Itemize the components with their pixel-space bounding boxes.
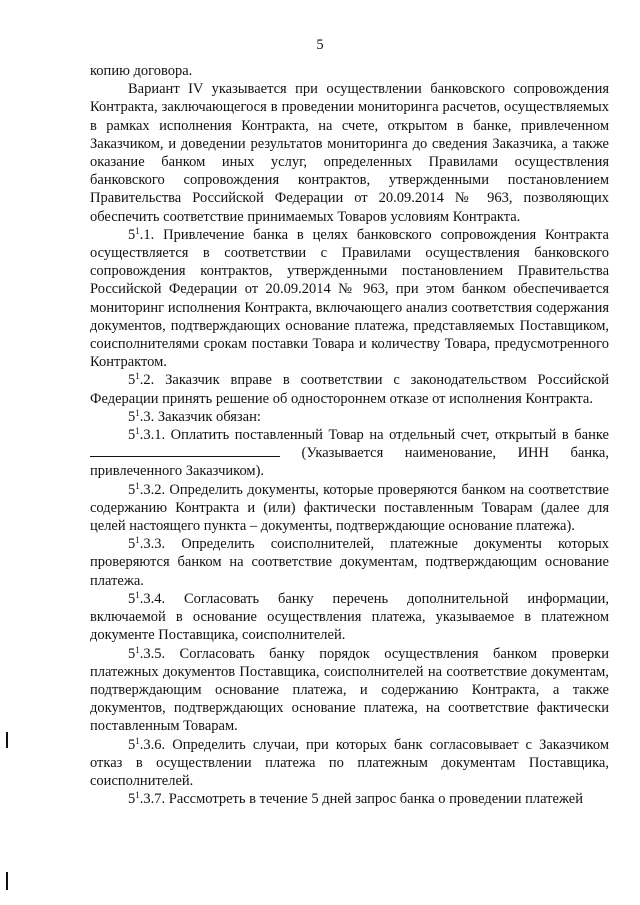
clause-5-1-3	[90, 408, 609, 426]
clause-text-continuation: (Указывается наименование, ИНН банка, привлеченного Заказчиком).	[90, 445, 609, 480]
clause-number: 5	[128, 226, 136, 243]
page-number: 5	[316, 37, 324, 53]
clause-text: .3. Заказчик обязан:	[139, 408, 261, 425]
clause-5-1-3-4	[90, 590, 609, 645]
clause-text: .2. Заказчик вправе в соответствии с законодательством Российской Федерации принять решение об одностороннем отказе от исполнения Контракта.	[90, 372, 609, 407]
clause-text: .3.5. Согласовать банку порядок осуществления банком проверки платежных документов Поставщика, соисполнителей на соответствие документам, подтверждающим основание платежа, и содержанию Контракта, а также документов, подтверждающих основание платежа, на соответствие фактически поставленным Товарам.	[90, 645, 609, 735]
clause-text: .3.2. Определить документы, которые проверяются банком на соответствие содержанию Контракта и (или) фактически поставленным Товарам (далее для целей настоящего пункта – документы, подтверждающие основание платежа).	[90, 481, 609, 535]
clause-superscript: 1	[135, 371, 140, 382]
clause-text: .3.4. Согласовать банку перечень дополнительной информации, включаемой в основание осуществления платежа, указываемое в платежном документе Поставщика, соисполнителей.	[90, 590, 609, 644]
clause-5-1-3-1	[90, 426, 609, 481]
clause-5-1-3-7	[90, 790, 609, 808]
clause-superscript: 1	[135, 790, 140, 801]
clause-5-1-3-3	[90, 535, 609, 590]
clause-number: 5	[128, 645, 136, 662]
clause-5-1-3-2	[90, 481, 609, 536]
clause-text: .3.7. Рассмотреть в течение 5 дней запрос банка о проведении платежей	[139, 791, 583, 808]
clause-text: .3.1. Оплатить поставленный Товар на отдельный счет, открытый в банке	[139, 427, 609, 444]
scan-margin-mark	[6, 732, 8, 748]
scan-margin-mark	[6, 872, 8, 890]
clause-number: 5	[128, 372, 136, 389]
clause-superscript: 1	[135, 589, 140, 600]
clause-superscript: 1	[135, 535, 140, 546]
clause-5-1-3-5	[90, 645, 609, 736]
clause-number: 5	[128, 536, 136, 553]
paragraph-continuation: копию договора.	[90, 63, 193, 79]
clause-number: 5	[128, 427, 136, 444]
clause-superscript: 1	[135, 644, 140, 655]
clause-text: .1. Привлечение банка в целях банковского сопровождения Контракта осуществляется в соответствии с Правилами осуществления банковского сопровождения контрактов, утвержденными постановлением Правительства Российской Федерации от 20.09.2014 № 963, при этом банком обеспечивается мониторинг исполнения Контракта, включающего анализ соответствия содержания документов, подтверждающих основание платежа, представляемых Поставщиком, соисполнителями срокам поставки Товара и количеству Товара, предусмотренного Контрактом.	[90, 226, 609, 371]
paragraph-variant-iv: Вариант IV указывается при осуществлении банковского сопровождения Контракта, заключающегося в проведении мониторинга расчетов, осуществляемых в рамках исполнения Контракта, на счете, открытом в банке, привлеченном Заказчиком, и доведении результатов мониторинга до сведения Заказчика, а также оказание банком иных услуг, определенных Правилами осуществления банковского сопровождения контрактов, утвержденными постановлением Правительства Российской Федерации от 20.09.2014 № 963, позволяющих обеспечить соответствие принимаемых Товаров условиям Контракта.	[90, 81, 609, 225]
clause-number: 5	[128, 481, 136, 498]
clause-number: 5	[128, 590, 136, 607]
clause-5-1-2	[90, 371, 609, 407]
clause-text: .3.3. Определить соисполнителей, платежные документы которых проверяются банком на соответствие документам, подтверждающим основание платежа.	[90, 536, 609, 589]
clause-superscript: 1	[135, 407, 140, 418]
clause-superscript: 1	[135, 426, 140, 437]
clause-number: 5	[128, 736, 136, 753]
bank-name-blank-field	[90, 444, 280, 457]
clause-superscript: 1	[135, 480, 140, 491]
clause-text: .3.6. Определить случаи, при которых банк согласовывает с Заказчиком отказ в осуществлении платежа по платежным документам Поставщика, соисполнителей.	[90, 736, 609, 789]
clause-number: 5	[128, 408, 136, 425]
clause-5-1-3-6	[90, 736, 609, 791]
clause-superscript: 1	[135, 735, 140, 746]
clause-number: 5	[128, 791, 136, 808]
document-body	[90, 62, 609, 808]
clause-5-1-1	[90, 226, 609, 372]
clause-superscript: 1	[135, 225, 140, 236]
